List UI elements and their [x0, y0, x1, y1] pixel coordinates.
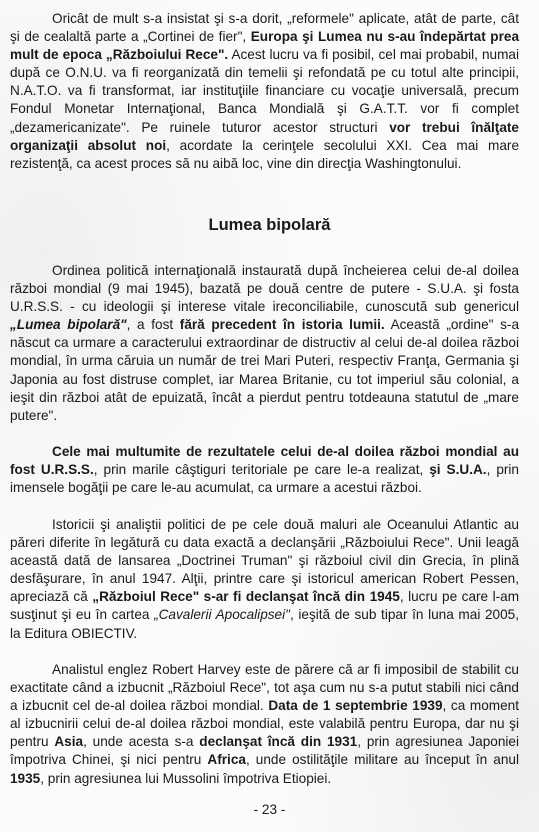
paragraph-intro: [10, 10, 519, 173]
paragraph-winners: [10, 443, 519, 497]
text-run: Cele mai multumite de rezultatele celui de-al doilea război mondial au fost U.R.S.S.: [10, 444, 519, 478]
text-run: Asia: [54, 734, 84, 750]
text-run: Data de 1 septembrie 1939: [268, 698, 443, 714]
text-run: Istoricii şi analiştii politici de pe cele două maluri ale Oceanului Atlantic au păreri diferite în legătură cu data exactă a declanşării „Războiului Rece". Unii leagă această dată de lansarea „Doctrinei Truman" şi războiul civil din Grecia, în plină desfăşurare, în anul 1947. Alţii, printre care şi istoricul american Robert Pessen, apreciază că: [10, 517, 519, 605]
page-number: - 23 -: [253, 802, 286, 817]
text-run: , ca moment al izbucnirii celui de-al doilea război mondial, este valabilă pentru Europa, dar nu şi pentru: [10, 698, 520, 750]
text-run: şi S.U.A.: [429, 462, 487, 478]
paragraph-harvey: [10, 661, 519, 788]
text-run: „Lumea bipolară": [10, 317, 127, 333]
section-heading: Lumea bipolară: [208, 216, 331, 234]
text-run: , unde acesta s-a: [83, 734, 200, 750]
text-run: , unde ostilităţile militare au început în anul: [245, 752, 520, 768]
text-run: „Războiul Rece" s-ar fi declanşat încă din 1945: [92, 589, 400, 605]
text-run: Analistul englez Robert Harvey este de părere că ar fi imposibil de stabilit cu exactitate când a izbucnit „Războiul Rece", tot aşa cum nu s-a putut stabili nici când a izbucnit cel de-al doilea război mondial.: [10, 662, 519, 714]
text-run: , prin agresiunea lui Mussolini împotriva Etiopiei.: [40, 770, 332, 786]
text-run: declanşat încă din 1931: [199, 734, 358, 750]
text-run: , acordate la cerinţele secolului XXI. Cea mai mare rezistenţă, ca acest proces să nu aibă loc, vine din direcţia Washingtonului.: [10, 137, 520, 171]
paragraph-bipolar-order: [10, 262, 519, 425]
text-run: Ordinea politică internaţională instaurată după încheierea celui de-al doilea război mondial (9 mai 1945), bazată pe două centre de putere - S.U.A. şi fosta U.R.S.S. - cu ideologii şi interese vitale ireconciliabile, cunoscută sub genericul: [10, 263, 519, 315]
text-run: , prin agresiunea Japoniei împotriva Chinei, şi nici pentru: [10, 734, 520, 768]
text-run: Oricât de mult s-a insistat şi s-a dorit, „reformele" aplicate, atât de parte, cât şi de cealaltă parte a „Cortinei de fier",: [10, 11, 519, 45]
text-run: Această „ordine" s-a născut ca urmare a caracterului extraordinar de distructiv al celui de-al doilea război mondial, în urma căruia un număr de trei Mari Puteri, respectiv Franţa, Germania şi Japonia au fost distruse complet, iar Marea Britanie, cu tot imperiul său colonial, a ieşit din război atât de epuizată, încât a pierdut pentru totdeauna statutul de „mare putere".: [10, 317, 520, 423]
text-run: , prin marile câştiguri teritoriale pe care le-a realizat,: [93, 462, 430, 478]
text-run: , ieşită de sub tipar în luna mai 2005, la Editura OBIECTIV.: [10, 607, 519, 641]
text-run: vor trebui înălţate organizaţii absolut noi: [10, 119, 519, 153]
paragraph-historians: [10, 516, 519, 643]
text-run: , prin imensele bogăţii pe care le-au acumulat, ca urmare a acestui război.: [10, 462, 519, 496]
text-run: „Cavalerii Apocalipsei": [154, 607, 290, 623]
text-run: , a fost: [126, 317, 180, 333]
text-run: fără precedent în istoria lumii.: [179, 317, 385, 333]
text-run: 1935: [10, 770, 41, 786]
text-run: Europa şi Lumea nu s-au îndepărtat prea mult de epoca „Războiului Rece".: [10, 29, 520, 63]
text-run: Africa: [207, 752, 246, 768]
text-run: , lucru pe care l-am susţinut şi eu în cartea: [10, 589, 520, 623]
text-run: Acest lucru va fi posibil, cel mai probabil, numai după ce O.N.U. va fi reorganizată din temelii şi refondată pe cu totul alte principii, N.A.T.O. va fi transformat, iar instituţiile financiare cu vocaţie universală, precum Fondul Monetar Internaţional, Banca Mondială şi G.A.T.T. vor fi complet „dezamericanizate". Pe ruinele tuturor acestor structuri: [10, 47, 519, 135]
